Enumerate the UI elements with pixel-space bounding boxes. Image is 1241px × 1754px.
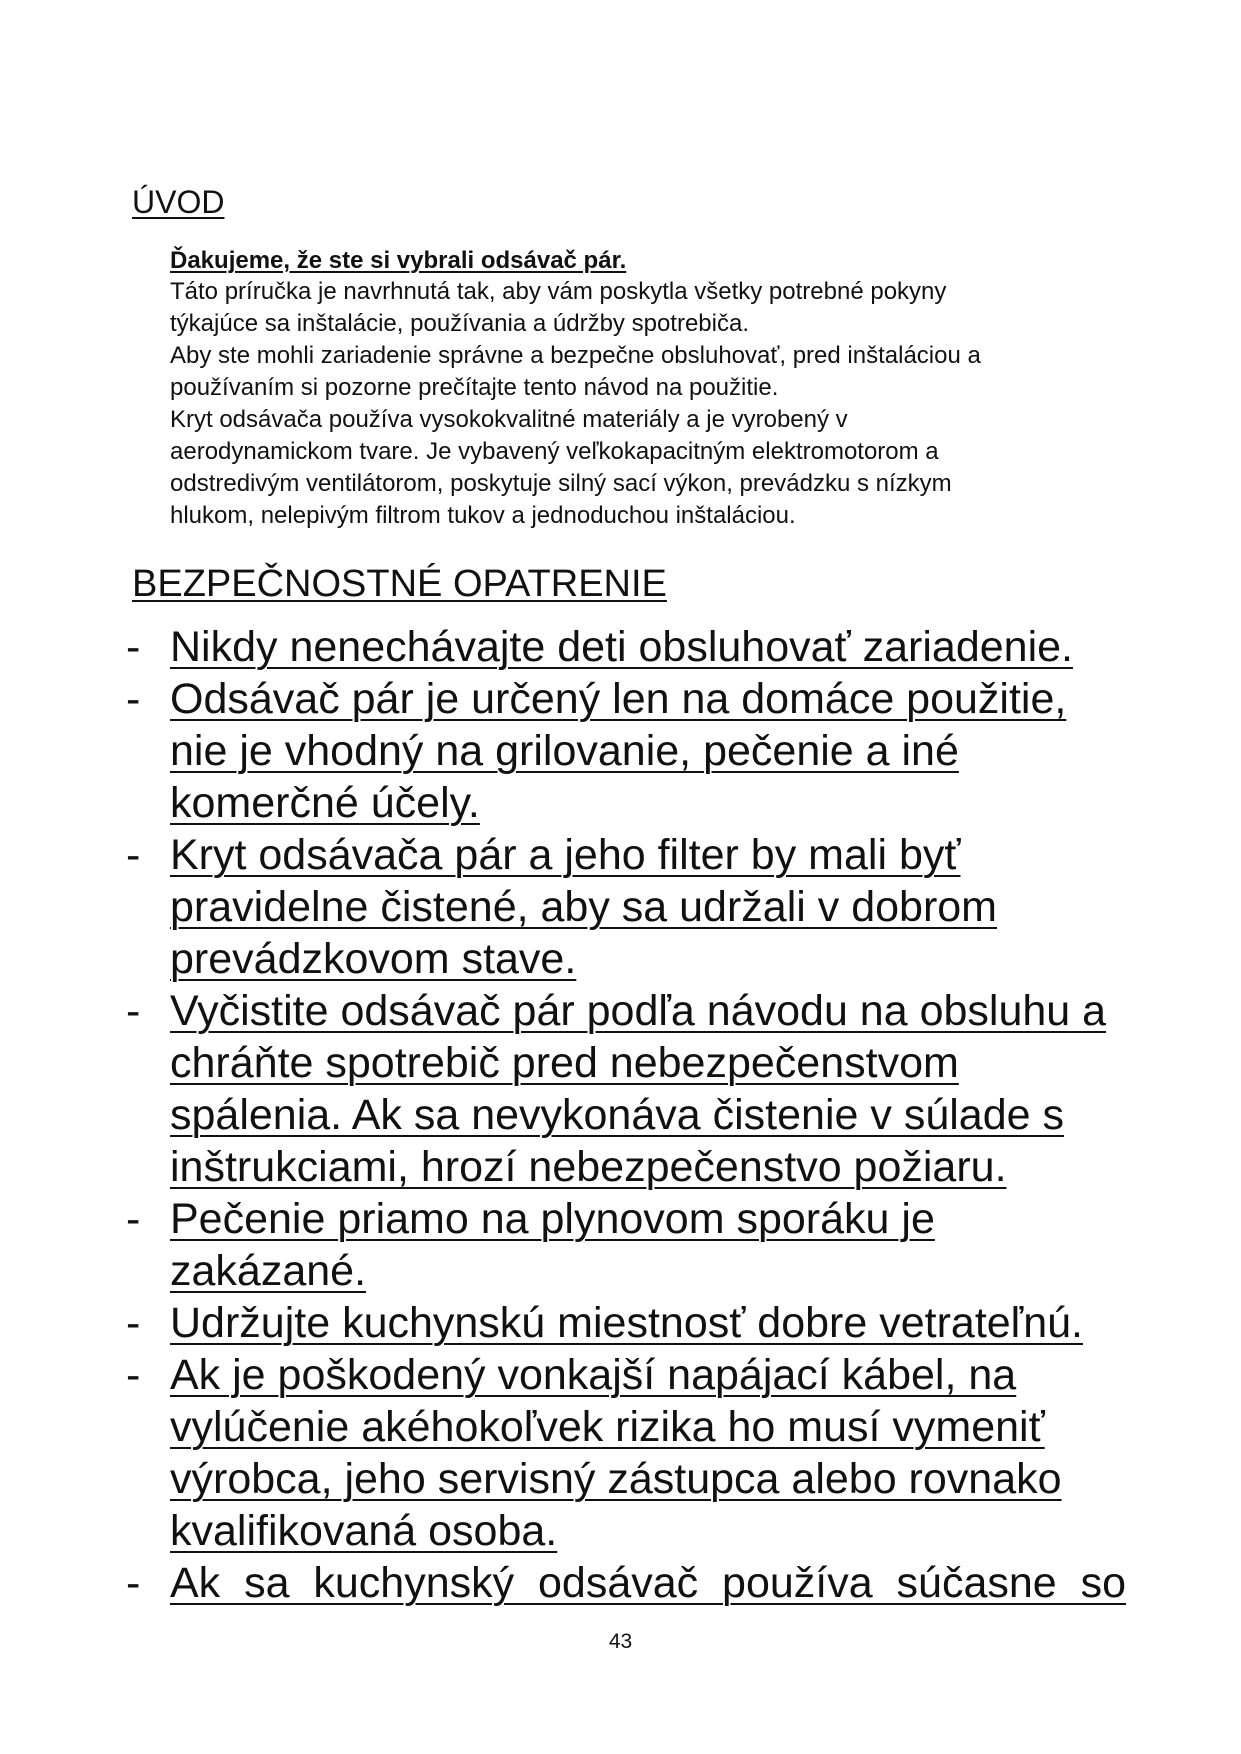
safety-heading: BEZPEČNOSTNÉ OPATRENIE bbox=[132, 563, 667, 605]
safety-item bbox=[126, 985, 1126, 1193]
intro-section bbox=[170, 246, 1130, 532]
safety-item-text: Udržujte kuchynskú miestnosť dobre vetrateľnú. bbox=[170, 1299, 1083, 1347]
intro-line: používaním si pozorne prečítajte tento návod na použitie. bbox=[170, 374, 779, 401]
intro-line: Táto príručka je navrhnutá tak, aby vám poskytla všetky potrebné pokyny bbox=[170, 278, 947, 305]
safety-item-text: Ak je poškodený vonkajší napájací kábel, na vylúčenie akéhokoľvek rizika ho musí vymeniť výrobca, jeho servisný zástupca alebo rovnako kvalifikovaná osoba. bbox=[170, 1351, 1062, 1555]
bullet-dash: - bbox=[126, 1351, 141, 1399]
safety-item-text: Nikdy nenechávajte deti obsluhovať zariadenie. bbox=[170, 623, 1073, 671]
intro-line: Kryt odsávača používa vysokokvalitné materiály a je vyrobený v bbox=[170, 406, 848, 433]
bullet-dash: - bbox=[126, 831, 141, 879]
intro-line: aerodynamickom tvare. Je vybavený veľkokapacitným elektromotorom a bbox=[170, 438, 939, 465]
bullet-dash: - bbox=[126, 1559, 141, 1607]
intro-line: odstredivým ventilátorom, poskytuje silný sací výkon, prevádzku s nízkym bbox=[170, 470, 952, 497]
intro-lead: Ďakujeme, že ste si vybrali odsávač pár. bbox=[170, 247, 627, 274]
page-number: 43 bbox=[608, 1630, 633, 1653]
safety-item-text: Kryt odsávača pár a jeho filter by mali byť pravidelne čistené, aby sa udržali v dobrom prevádzkovom stave. bbox=[170, 831, 997, 983]
safety-item bbox=[126, 829, 1126, 985]
bullet-dash: - bbox=[126, 1195, 141, 1243]
bullet-dash: - bbox=[126, 675, 141, 723]
safety-item-text: Ak sa kuchynský odsávač používa súčasne so bbox=[170, 1559, 1126, 1607]
intro-line: týkajúce sa inštalácie, používania a údržby spotrebiča. bbox=[170, 310, 749, 337]
intro-line: Aby ste mohli zariadenie správne a bezpečne obsluhovať, pred inštaláciou a bbox=[170, 342, 981, 369]
intro-heading: ÚVOD bbox=[132, 184, 225, 220]
safety-item bbox=[126, 1193, 1126, 1297]
safety-item-text: Pečenie priamo na plynovom sporáku je zakázané. bbox=[170, 1195, 935, 1295]
safety-list bbox=[126, 621, 1126, 1609]
safety-item bbox=[126, 673, 1126, 829]
safety-item bbox=[126, 1557, 1126, 1609]
safety-item-text: Odsávač pár je určený len na domáce použitie, nie je vhodný na grilovanie, pečenie a iné komerčné účely. bbox=[170, 675, 1067, 827]
bullet-dash: - bbox=[126, 987, 141, 1035]
safety-item bbox=[126, 1349, 1126, 1557]
bullet-dash: - bbox=[126, 623, 141, 671]
safety-item bbox=[126, 621, 1126, 673]
safety-item bbox=[126, 1297, 1126, 1349]
bullet-dash: - bbox=[126, 1299, 141, 1347]
safety-item-text: Vyčistite odsávač pár podľa návodu na obsluhu a chráňte spotrebič pred nebezpečenstvom spálenia. Ak sa nevykonáva čistenie v súlade s inštrukciami, hrozí nebezpečenstvo požiaru. bbox=[170, 987, 1107, 1191]
intro-line: hlukom, nelepivým filtrom tukov a jednoduchou inštaláciou. bbox=[170, 502, 796, 529]
